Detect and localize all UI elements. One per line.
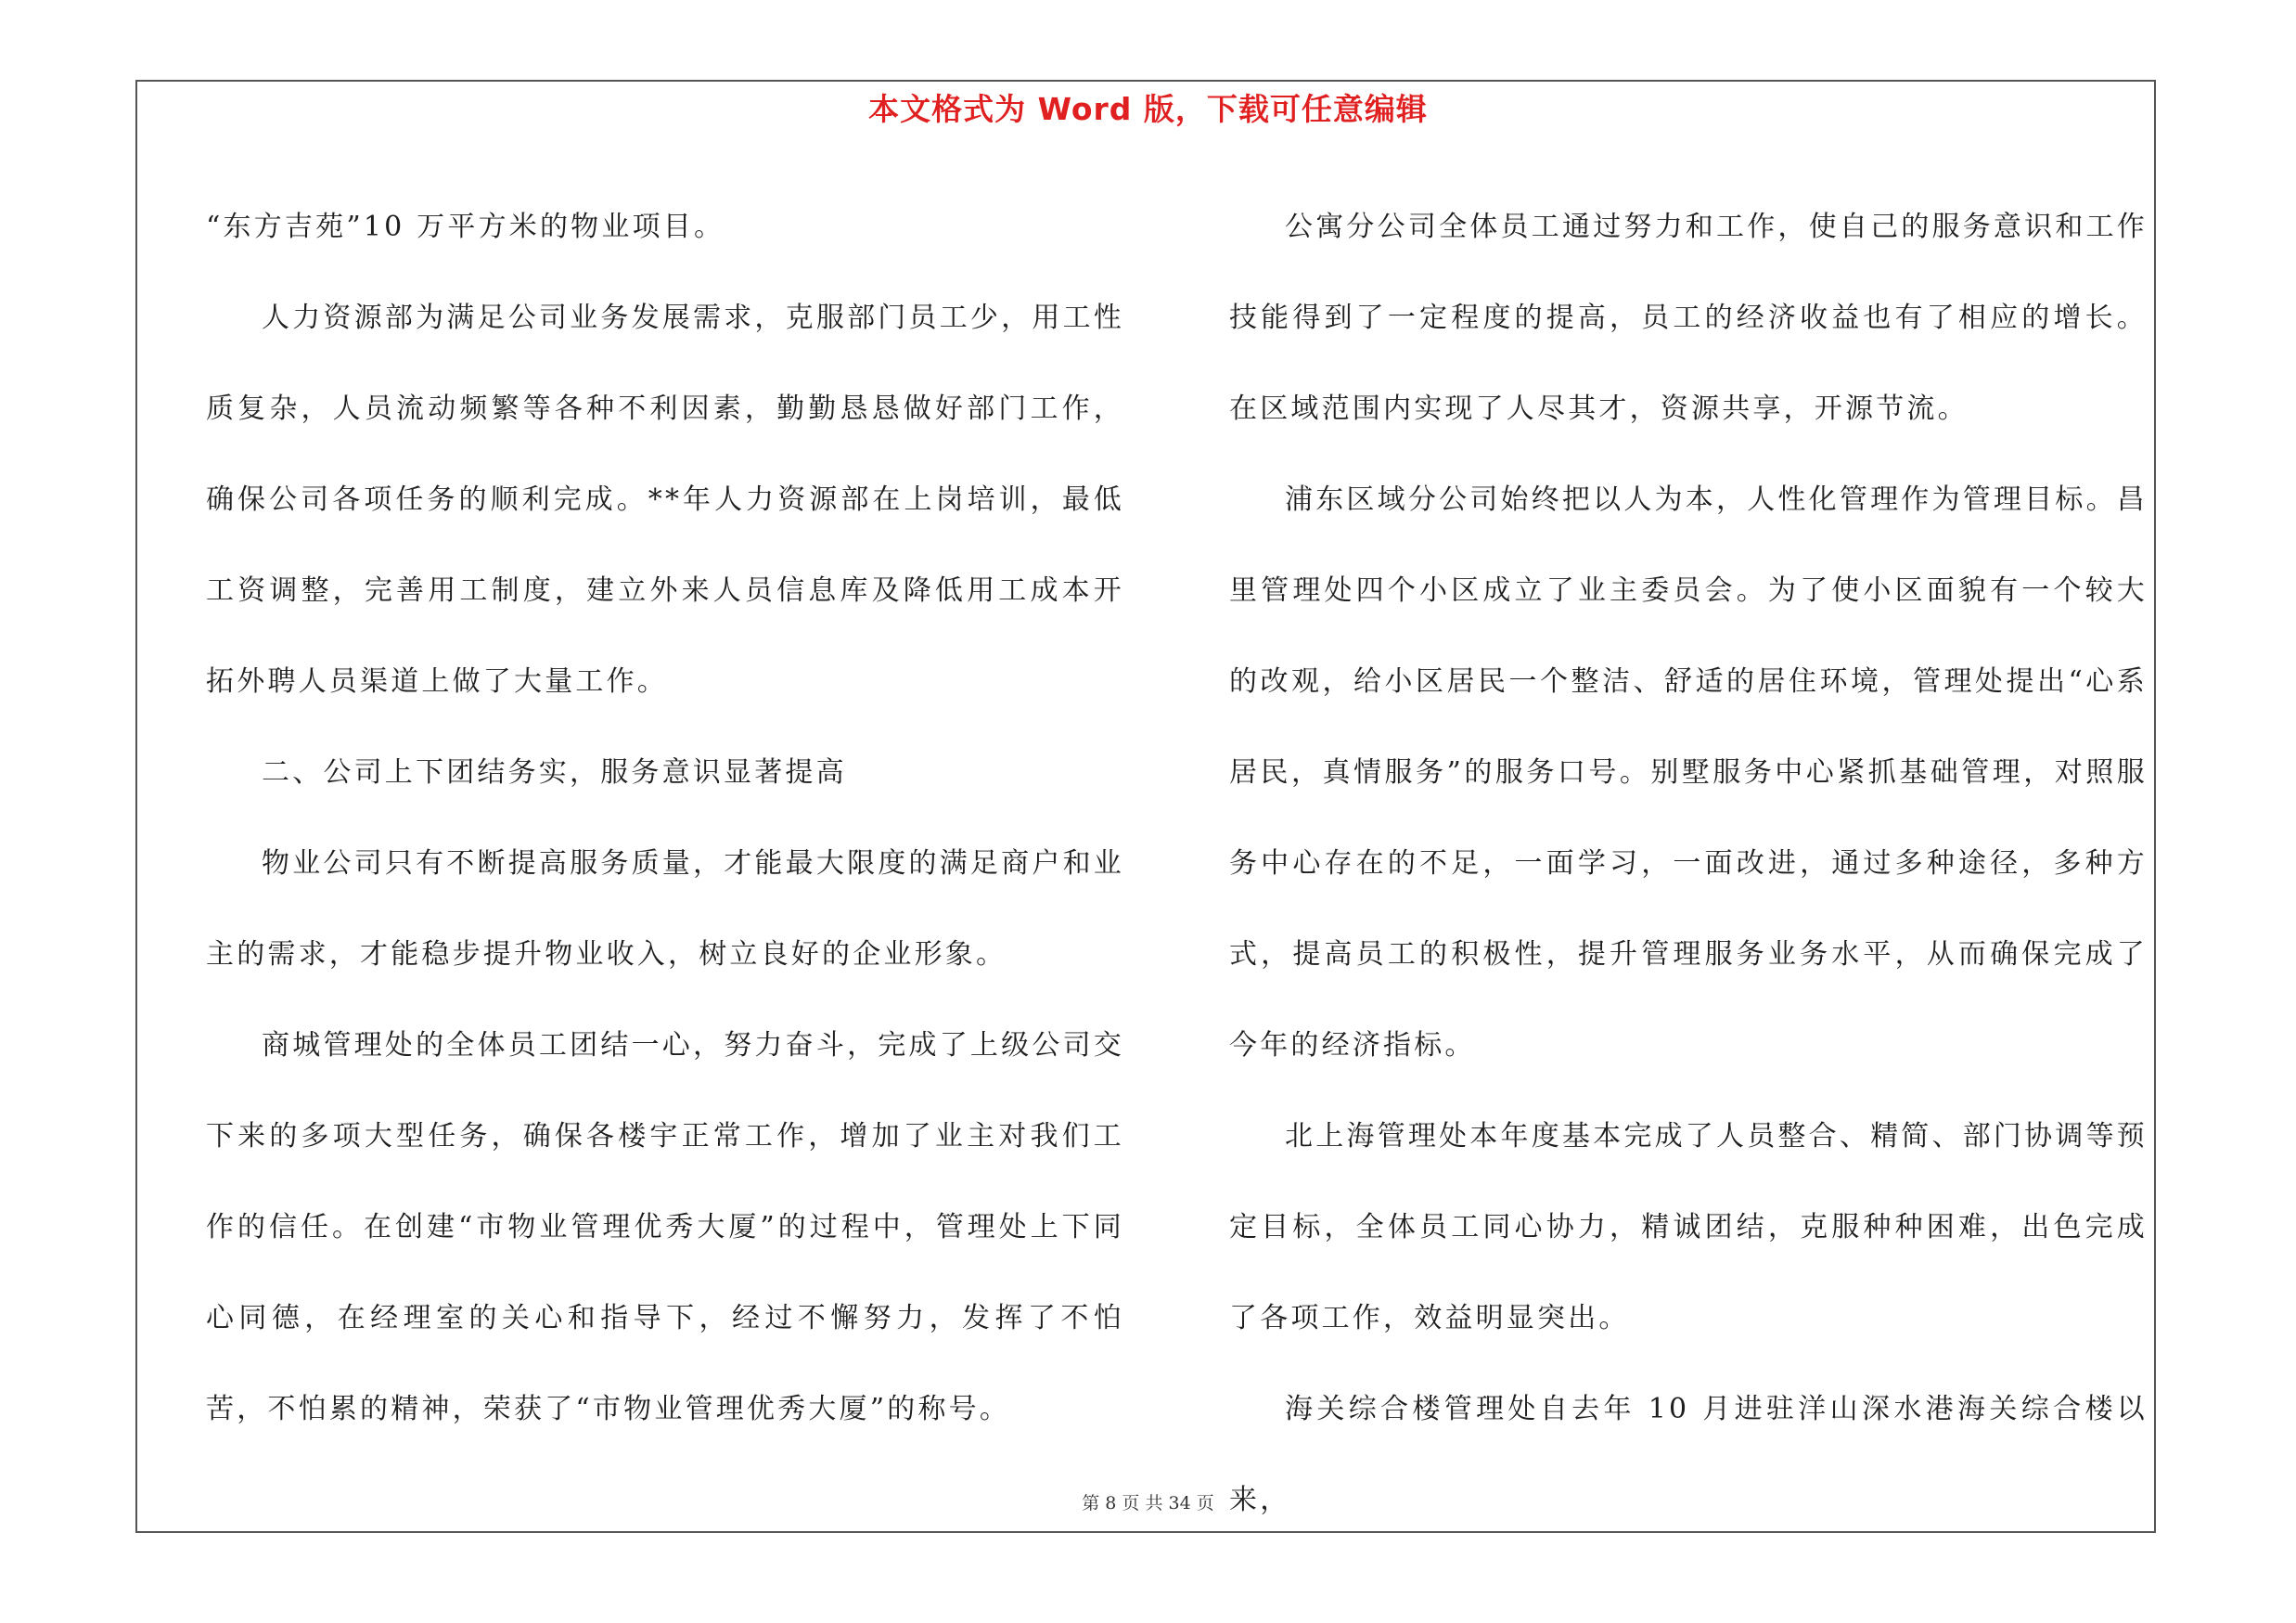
left-paragraph-2: 人力资源部为满足公司业务发展需求，克服部门员工少，用工性质复杂，人员流动频繁等各种不利因素，勤勤恳恳做好部门工作，确保公司各项任务的顺利完成。**年人力资源部在上岗培训，最低工资调整，完善用工制度，建立外来人员信息库及降低用工成本开拓外聘人员渠道上做了大量工作。 <box>206 302 1124 698</box>
word-format-banner: 本文格式为 Word 版，下载可任意编辑 <box>868 91 1428 127</box>
right-paragraph-2: 浦东区域分公司始终把以人为本，人性化管理作为管理目标。昌里管理处四个小区成立了业主委员会。为了使小区面貌有一个较大的改观，给小区居民一个整洁、舒适的居住环境，管理处提出“心系居民，真情服务”的服务口号。别墅服务中心紧抓基础管理，对照服务中心存在的不足，一面学习，一面改进，通过多种途径，多种方式，提高员工的积极性，提升管理服务业务水平，从而确保完成了今年的经济指标。 <box>1229 483 2148 1062</box>
left-paragraph-1: “东方吉苑”10 万平方米的物业项目。 <box>206 211 725 243</box>
right-text-column <box>1229 182 2148 1546</box>
section-heading: 二、公司上下团结务实，服务意识显著提高 <box>262 756 847 789</box>
right-paragraph-1: 公寓分公司全体员工通过努力和工作，使自己的服务意识和工作技能得到了一定程度的提高，员工的经济收益也有了相应的增长。在区域范围内实现了人尽其才，资源共享，开源节流。 <box>1229 211 2148 425</box>
left-paragraph-3: 物业公司只有不断提高服务质量，才能最大限度的满足商户和业主的需求，才能稳步提升物业收入，树立良好的企业形象。 <box>206 847 1124 971</box>
left-text-column <box>206 182 1124 1455</box>
left-paragraph-4: 商城管理处的全体员工团结一心，努力奋斗，完成了上级公司交下来的多项大型任务，确保各楼宇正常工作，增加了业主对我们工作的信任。在创建“市物业管理优秀大厦”的过程中，管理处上下同心同德，在经理室的关心和指导下，经过不懈努力，发挥了不怕苦，不怕累的精神，荣获了“市物业管理优秀大厦”的称号。 <box>206 1029 1124 1425</box>
right-paragraph-3: 北上海管理处本年度基本完成了人员整合、精简、部门协调等预定目标，全体员工同心协力，精诚团结，克服种种困难，出色完成了各项工作，效益明显突出。 <box>1229 1120 2148 1334</box>
right-paragraph-4: 海关综合楼管理处自去年 10 月进驻洋山深水港海关综合楼以来， <box>1229 1393 2148 1516</box>
page-number-footer: 第 8 页 共 34 页 <box>1082 1493 1214 1514</box>
